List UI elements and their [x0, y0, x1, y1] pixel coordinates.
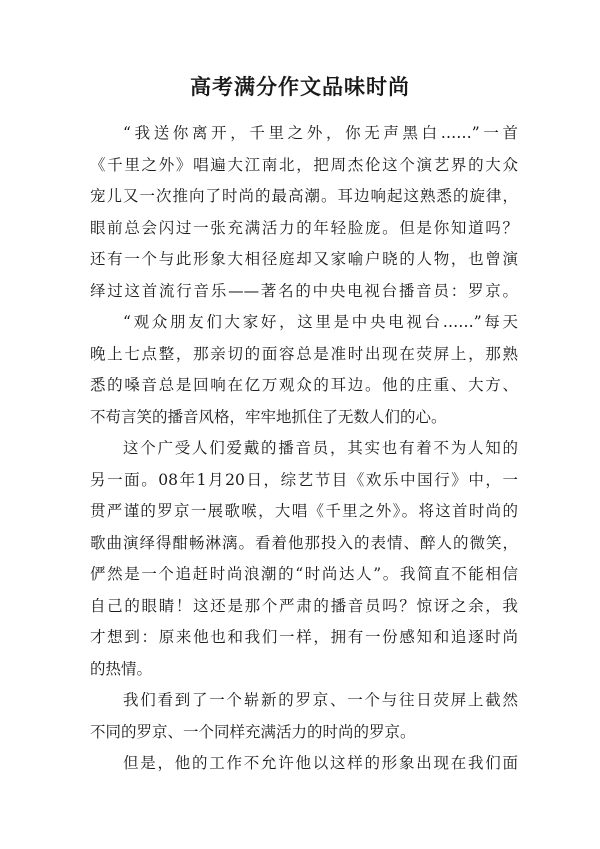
- text-line: 眼前总会闪过一张充满活力的年轻脸庞。但是你知道吗？: [90, 218, 518, 237]
- paragraph-3: [90, 433, 518, 685]
- text-line: 贯严谨的罗京一展歌喉，大唱《千里之外》。将这首时尚的: [90, 502, 518, 520]
- text-line: 另一面。08年1月20日，综艺节目《欢乐中国行》中，一: [90, 470, 518, 489]
- paragraph-2: [90, 307, 518, 433]
- text-line: “观众朋友们大家好，这里是中央电视台……”每天: [123, 313, 518, 331]
- paragraph-1: [90, 118, 518, 307]
- text-line: 还有一个与此形象大相径庭却又家喻户晓的人物，也曾演: [90, 250, 518, 268]
- paragraph-5: [90, 748, 518, 780]
- text-line: 悉的嗓音总是回响在亿万观众的耳边。他的庄重、大方、: [90, 376, 518, 394]
- text-line: 宠儿又一次推向了时尚的最高潮。耳边响起这熟悉的旋律，: [90, 187, 518, 205]
- text-line: 不同的罗京、一个同样充满活力的时尚的罗京。: [90, 722, 416, 741]
- text-line: 绎过这首流行音乐——著名的中央电视台播音员：罗京。: [90, 281, 518, 300]
- text-line: “我送你离开，千里之外，你无声黑白……”一首: [123, 124, 518, 142]
- text-line: 这个广受人们爱戴的播音员，其实也有着不为人知的: [123, 439, 518, 457]
- text-line: 晚上七点整，那亲切的面容总是准时出现在荧屏上，那熟: [90, 344, 518, 363]
- text-line: 才想到：原来他也和我们一样，拥有一份感知和追逐时尚: [90, 628, 518, 646]
- text-line: 的热情。: [90, 659, 153, 678]
- text-line: 但是，他的工作不允许他以这样的形象出现在我们面: [123, 754, 518, 772]
- document-body: [90, 118, 518, 780]
- text-line: 自己的眼睛！这还是那个严肃的播音员吗？惊讶之余，我: [90, 596, 518, 615]
- paragraph-4: [90, 685, 518, 748]
- text-line: 俨然是一个追赶时尚浪潮的“时尚达人”。我简直不能相信: [90, 565, 518, 583]
- document-title: 高考满分作文品味时尚: [190, 74, 410, 99]
- text-line: 《千里之外》唱遍大江南北，把周杰伦这个演艺界的大众: [90, 155, 518, 174]
- text-line: 歌曲演绎得酣畅淋漓。看着他那投入的表情、醉人的微笑，: [90, 533, 518, 552]
- text-line: 我们看到了一个崭新的罗京、一个与往日荧屏上截然: [123, 691, 518, 709]
- text-line: 不苟言笑的播音风格，牢牢地抓住了无数人们的心。: [90, 407, 447, 426]
